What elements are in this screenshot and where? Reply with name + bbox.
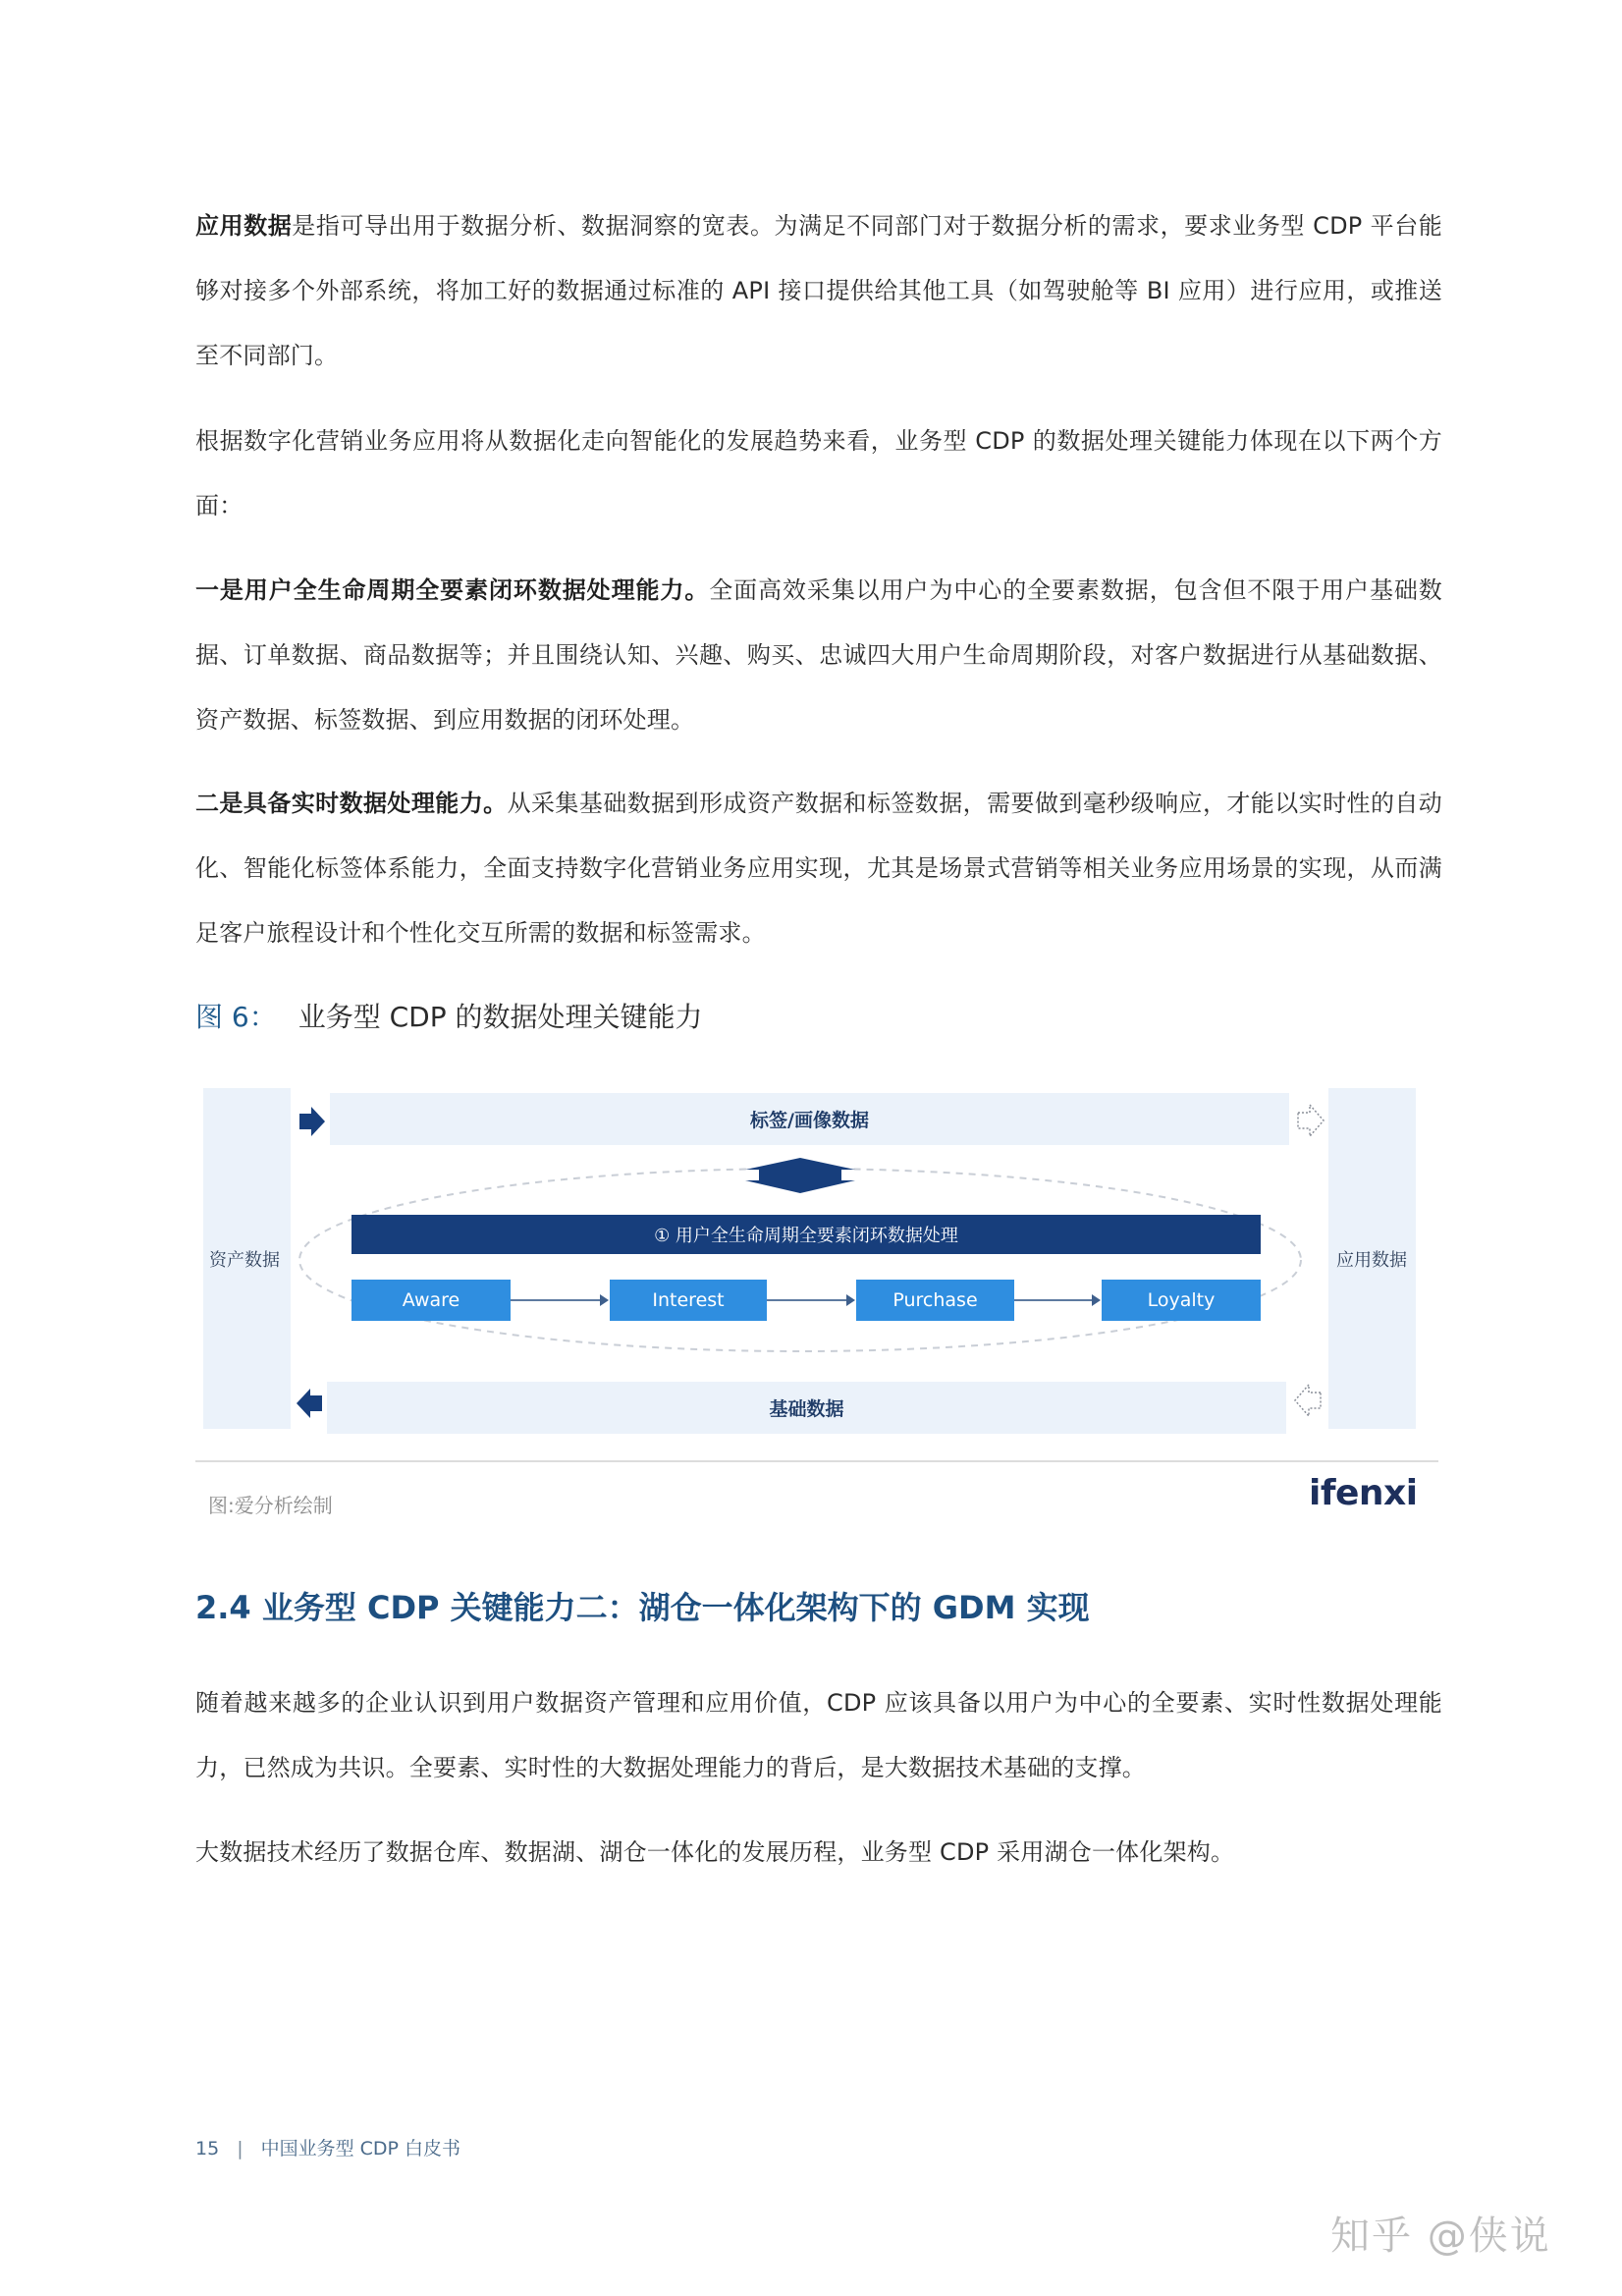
paragraph-intro-capabilities	[195, 409, 1442, 538]
asset-data-panel	[203, 1088, 291, 1429]
stage-aware: Aware	[351, 1280, 511, 1321]
arrow-right-solid-icon	[297, 1106, 327, 1137]
stage-connector-arrow-icon	[1014, 1299, 1099, 1301]
paragraph-bold-lead: 一是用户全生命周期全要素闭环数据处理能力。	[195, 576, 710, 604]
paragraph-text: 根据数字化营销业务应用将从数据化走向智能化的发展趋势来看，业务型 CDP 的数据处理关键能力体现在以下两个方面：	[195, 427, 1442, 519]
logo-text: ifenxi	[1309, 1473, 1418, 1513]
base-data-bar: 基础数据	[327, 1382, 1286, 1434]
section-paragraph	[195, 1670, 1442, 1800]
paragraph-text: 全面高效采集以用户为中心的全要素数据，包含但不限于用户基础数据、订单数据、商品数据等；并且围绕认知、兴趣、购买、忠诚四大用户生命周期阶段，对客户数据进行从基础数据、资产数据、标签数据、到应用数据的闭环处理。	[195, 576, 1442, 734]
stage-interest: Interest	[610, 1280, 767, 1321]
figure-source: 图:爱分析绘制	[208, 1494, 333, 1517]
paragraph-bold-lead: 应用数据	[195, 212, 293, 240]
stage-purchase: Purchase	[856, 1280, 1014, 1321]
application-data-label: 应用数据	[1336, 1250, 1407, 1271]
arrow-right-outline-icon	[1296, 1103, 1325, 1138]
footer-separator: |	[237, 2138, 243, 2159]
page-footer	[195, 2134, 460, 2160]
paragraph-bold-lead: 二是具备实时数据处理能力。	[195, 790, 508, 817]
tag-profile-data-bar: 标签/画像数据	[330, 1093, 1289, 1145]
paragraph-text: 是指可导出用于数据分析、数据洞察的宽表。为满足不同部门对于数据分析的需求，要求业务型 CDP 平台能够对接多个外部系统，将加工好的数据通过标准的 API 接口提供给其他工具（如驾驶舱等 BI 应用）进行应用，或推送至不同部门。	[195, 212, 1442, 369]
paragraph-text: 随着越来越多的企业认识到用户数据资产管理和应用价值，CDP 应该具备以用户为中心的全要素、实时性数据处理能力，已然成为共识。全要素、实时性的大数据处理能力的背后，是大数据技术基础的支撑。	[195, 1689, 1442, 1781]
application-data-panel	[1328, 1088, 1416, 1429]
figure-divider	[195, 1460, 1438, 1462]
ifenxi-logo	[1309, 1473, 1418, 1513]
lifecycle-processing-band: ① 用户全生命周期全要素闭环数据处理	[351, 1215, 1261, 1254]
stage-connector-arrow-icon	[511, 1299, 607, 1301]
zhihu-watermark: 知乎 @侠说	[1330, 2214, 1551, 2259]
figure-number: 图 6：	[195, 1001, 277, 1033]
paragraph-capability-two	[195, 771, 1442, 965]
paragraph-application-data	[195, 193, 1442, 388]
section-heading: 2.4 业务型 CDP 关键能力二：湖仓一体化架构下的 GDM 实现	[195, 1589, 1090, 1626]
stage-connector-arrow-icon	[767, 1299, 853, 1301]
asset-data-label: 资产数据	[209, 1250, 280, 1271]
figure-title	[195, 996, 703, 1035]
arrow-left-solid-icon	[295, 1388, 324, 1419]
stage-loyalty: Loyalty	[1102, 1280, 1261, 1321]
section-paragraph	[195, 1820, 1442, 1885]
arrow-left-outline-icon	[1293, 1383, 1323, 1418]
page-number: 15	[195, 2138, 220, 2159]
paragraph-text: 从采集基础数据到形成资产数据和标签数据，需要做到毫秒级响应，才能以实时性的自动化、智能化标签体系能力，全面支持数字化营销业务应用实现，尤其是场景式营销等相关业务应用场景的实现，从而满足客户旅程设计和个性化交互所需的数据和标签需求。	[195, 790, 1442, 947]
double-arrow-up-down-icon	[743, 1157, 857, 1194]
paragraph-capability-one	[195, 558, 1442, 752]
paragraph-text: 大数据技术经历了数据仓库、数据湖、湖仓一体化的发展历程，业务型 CDP 采用湖仓一体化架构。	[195, 1838, 1235, 1866]
document-title: 中国业务型 CDP 白皮书	[260, 2138, 461, 2159]
figure-caption: 业务型 CDP 的数据处理关键能力	[297, 1001, 703, 1033]
